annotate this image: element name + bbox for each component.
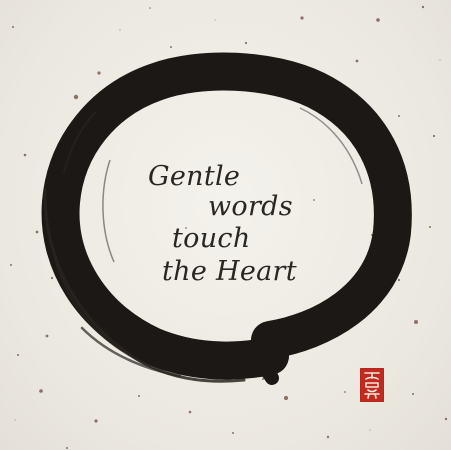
calligraphy-line-3: touch [172,223,251,254]
calligraphy-text [120,155,340,315]
red-seal-stamp-icon [360,368,384,402]
calligraphy-line-1: Gentle [148,161,241,192]
calligraphy-line-4: the Heart [162,256,297,287]
calligraphy-line-2: words [208,191,293,222]
